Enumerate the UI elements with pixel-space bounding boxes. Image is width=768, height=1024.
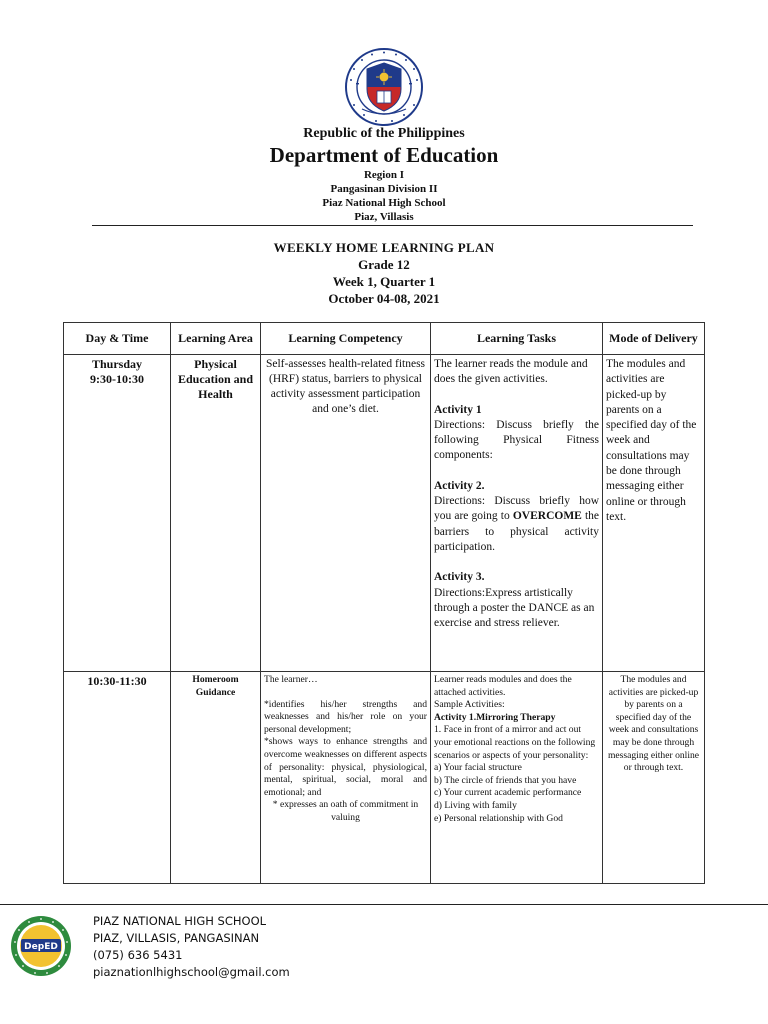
row2-tasks-sample: Sample Activities: [434, 699, 505, 711]
deped-seal-icon [344, 47, 424, 127]
plan-week: Week 1, Quarter 1 [332, 274, 436, 289]
row1-activity3-head: Activity 3. [434, 571, 485, 584]
location-line: Piaz, Villasis [354, 211, 414, 223]
row2-tasks-e: e) Personal relationship with God [434, 812, 563, 824]
plan-dates: October 04-08, 2021 [328, 291, 440, 306]
row1-time: 9:30-10:30 [90, 372, 144, 386]
row1-activity2-body [434, 494, 599, 555]
plan-grade: Grade 12 [358, 257, 410, 272]
footer-logo-text: DepED [24, 942, 58, 952]
row2-comp-item2: *shows ways to enhance strengths and overcome weaknesses on different aspects of personality: physical, physiological, mental, spiritual, social, moral and emotional; and [264, 736, 427, 798]
row2-tasks-activity-head: Activity 1.Mirroring Therapy [434, 711, 556, 723]
row2-tasks-intro: Learner reads modules and does the attached activities. [434, 674, 572, 698]
header-learning-area: Learning Area [171, 323, 261, 355]
row2-tasks-d: d) Living with family [434, 799, 517, 811]
row1-activity3-body: Directions:Express artistically through a poster the DANCE as an exercise and stress reliever. [434, 586, 595, 630]
row2-tasks-b: b) The circle of friends that you have [434, 774, 577, 786]
footer-school: PIAZ NATIONAL HIGH SCHOOL [93, 914, 267, 928]
plan-title-block [0, 239, 768, 307]
footer-phone: (075) 636 5431 [93, 948, 183, 962]
learning-plan-table [63, 322, 705, 884]
row2-competency [261, 672, 431, 884]
footer-divider [0, 904, 768, 905]
row1-activity1-head: Activity 1 [434, 403, 482, 416]
row1-activity2-head: Activity 2. [434, 479, 485, 492]
table-header-row [64, 323, 705, 355]
row2-area: Homeroom Guidance [171, 672, 261, 884]
row2-tasks-c: c) Your current academic performance [434, 787, 582, 799]
row1-day-time [64, 355, 171, 672]
footer-email: piaznationlhighschool@gmail.com [93, 965, 290, 979]
table-row [64, 355, 705, 672]
row1-tasks-intro: The learner reads the module and does the given activities. [434, 358, 588, 386]
table-row [64, 672, 705, 884]
footer-address: PIAZ, VILLASIS, PANGASINAN [93, 931, 260, 945]
row2-comp-item3: * expresses an oath of commitment in valuing [272, 799, 419, 823]
row1-tasks [431, 355, 603, 672]
row1-activity2-caps: OVERCOME [512, 510, 582, 523]
row2-comp-intro: The learner… [264, 674, 318, 685]
school-line: Piaz National High School [322, 197, 446, 209]
plan-title: WEEKLY HOME LEARNING PLAN [273, 240, 495, 255]
header-mode-of-delivery: Mode of Delivery [603, 323, 705, 355]
row1-competency: Self-assesses health-related fitness (HRF) status, barriers to physical activity assessment participation and one’s diet. [261, 355, 431, 672]
row1-mode: The modules and activities are picked-up by parents on a specified day of the week and consultations may be done through messaging either online or through text. [603, 355, 705, 672]
deped-logo-icon [10, 915, 72, 977]
header-learning-competency: Learning Competency [261, 323, 431, 355]
header-day-time: Day & Time [64, 323, 171, 355]
row1-activity2-post: the barriers to physical activity participation. [434, 510, 600, 553]
row2-tasks-a: a) Your facial structure [434, 762, 522, 774]
row1-area: Physical Education and Health [171, 355, 261, 672]
row2-tasks-step1: 1. Face in front of a mirror and act out your emotional reactions on the following scenarios or aspects of your personality: [434, 724, 596, 761]
republic-line: Republic of the Philippines [303, 126, 465, 141]
footer-contact [93, 913, 290, 981]
letterhead [0, 126, 768, 224]
department-title: Department of Education [269, 143, 499, 167]
row1-activity1-body: Directions: Discuss briefly the following Physical Fitness components: [434, 418, 599, 462]
row1-day: Thursday [91, 357, 143, 371]
header-learning-tasks: Learning Tasks [431, 323, 603, 355]
region-line: Region I [363, 169, 405, 181]
row2-comp-item1: *identifies his/her strengths and weaknesses and his/her role on your personal development; [264, 698, 427, 735]
division-line: Pangasinan Division II [330, 183, 438, 195]
row2-mode: The modules and activities are picked-up by parents on a specified day of the week and consultations may be done through messaging either online or through text. [603, 672, 705, 884]
row1-activity2-pre: Directions: Discuss briefly how you are going to [434, 495, 599, 523]
row2-tasks [431, 672, 603, 884]
header-divider [92, 225, 693, 226]
row2-time: 10:30-11:30 [64, 672, 171, 884]
